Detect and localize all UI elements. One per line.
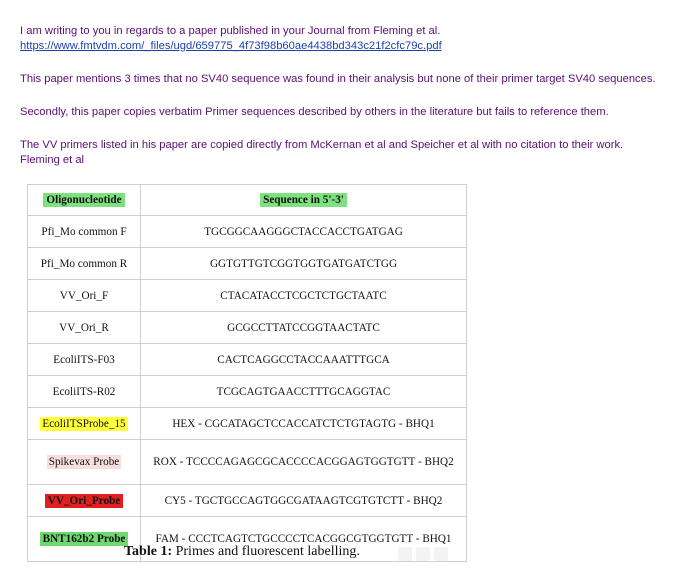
oligo-sequence: FAM - CCCTCAGTCTGCCCCTCACGGCGTGGTGTT - BHQ1 (141, 517, 467, 562)
oligo-sequence: CTACATACCTCGCTCTGCTAATC (141, 280, 467, 312)
faint-mark (416, 547, 430, 561)
table-row (28, 280, 467, 312)
oligo-sequence: TCGCAGTGAACCTTTGCAGGTAC (141, 376, 467, 408)
oligo-name: EcoliITS-R02 (28, 376, 141, 408)
oligo-name: EcoliITS-F03 (28, 344, 141, 376)
oligo-name: Spikevax Probe (28, 440, 141, 485)
oligo-sequence: TGCGGCAAGGGCTACCACCTGATGAG (141, 216, 467, 248)
primer-table (27, 184, 467, 562)
sv40-paragraph: This paper mentions 3 times that no SV40 sequence was found in their analysis but none of their primer target SV40 sequences. (20, 73, 656, 85)
oligo-sequence: CACTCAGGCCTACCAAATTTGCA (141, 344, 467, 376)
email-body (20, 24, 660, 168)
oligo-name: VV_Ori_F (28, 280, 141, 312)
header-sequence: Sequence in 5'-3' (141, 185, 467, 216)
header-oligonucleotide: Oligonucleotide (28, 185, 141, 216)
oligo-sequence: HEX - CGCATAGCTCCACCATCTCTGTAGTG - BHQ1 (141, 408, 467, 440)
oligo-sequence: ROX - TCCCCAGAGCGCACCCCACGGAGTGGTGTT - BHQ2 (141, 440, 467, 485)
table-header-row (28, 185, 467, 216)
table-row (28, 376, 467, 408)
table-caption (124, 544, 360, 560)
table-row (28, 216, 467, 248)
intro-text: I am writing to you in regards to a paper published in your Journal from Fleming et al. (20, 25, 441, 37)
oligo-name: VV_Ori_Probe (28, 485, 141, 517)
faint-mark (398, 547, 412, 561)
vv-primers-paragraph: The VV primers listed in his paper are copied directly from McKernan et al and Speicher et al with no citation to their work. Fleming et al (20, 139, 624, 166)
table-row (28, 485, 467, 517)
oligo-name: Pfi_Mo common F (28, 216, 141, 248)
table-row (28, 248, 467, 280)
paper-link[interactable]: https://www.fmtvdm.com/_files/ugd/659775_4f73f98b60ae4438bd343c21f2cfc79c.pdf (20, 40, 442, 52)
oligo-sequence: CY5 - TGCTGCCAGTGGCGATAAGTCGTGTCTT - BHQ2 (141, 485, 467, 517)
oligo-sequence: GCGCCTTATCCGGTAACTATC (141, 312, 467, 344)
table-row (28, 440, 467, 485)
table-row (28, 312, 467, 344)
table-row (28, 408, 467, 440)
table-row (28, 344, 467, 376)
caption-label: Table 1: (124, 544, 173, 559)
verbatim-paragraph: Secondly, this paper copies verbatim Primer sequences described by others in the literature but fails to reference them. (20, 106, 609, 118)
oligo-name: Pfi_Mo common R (28, 248, 141, 280)
oligo-sequence: GGTGTTGTCGGTGGTGATGATCTGG (141, 248, 467, 280)
oligo-name: EcoliITSProbe_15 (28, 408, 141, 440)
oligo-name: VV_Ori_R (28, 312, 141, 344)
caption-text: Primes and fluorescent labelling. (172, 544, 360, 559)
faint-mark (434, 547, 448, 561)
oligo-name: BNT162b2 Probe (28, 517, 141, 562)
